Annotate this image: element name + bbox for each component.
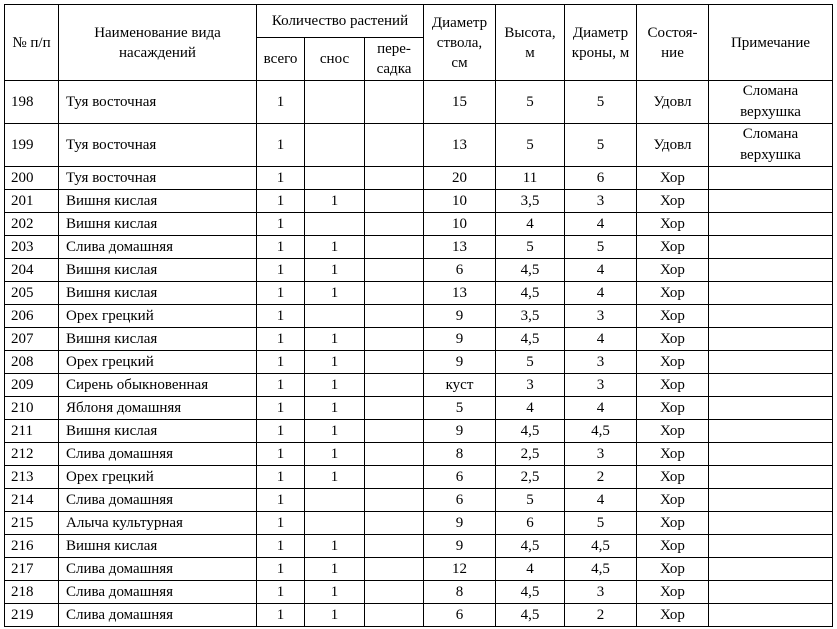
cell-note bbox=[709, 213, 833, 236]
cell-height: 3 bbox=[496, 374, 565, 397]
cell-num: 217 bbox=[5, 558, 59, 581]
header-note: Примечание bbox=[709, 5, 833, 81]
cell-height: 3,5 bbox=[496, 190, 565, 213]
cell-note bbox=[709, 374, 833, 397]
cell-transplant bbox=[365, 259, 424, 282]
table-row bbox=[5, 305, 833, 328]
cell-trunk-diameter: 13 bbox=[424, 282, 496, 305]
cell-transplant bbox=[365, 167, 424, 190]
cell-transplant bbox=[365, 213, 424, 236]
cell-transplant bbox=[365, 397, 424, 420]
cell-trunk-diameter: 9 bbox=[424, 420, 496, 443]
cell-trunk-diameter: 10 bbox=[424, 190, 496, 213]
table-row bbox=[5, 190, 833, 213]
table-row bbox=[5, 282, 833, 305]
cell-state: Хор bbox=[637, 489, 709, 512]
cell-total: 1 bbox=[257, 604, 305, 627]
table-row bbox=[5, 420, 833, 443]
table-row bbox=[5, 81, 833, 124]
cell-num: 212 bbox=[5, 443, 59, 466]
cell-transplant bbox=[365, 282, 424, 305]
cell-name: Алыча культурная bbox=[59, 512, 257, 535]
cell-total: 1 bbox=[257, 282, 305, 305]
cell-crown-diameter: 3 bbox=[565, 443, 637, 466]
cell-total: 1 bbox=[257, 213, 305, 236]
cell-name: Вишня кислая bbox=[59, 535, 257, 558]
cell-total: 1 bbox=[257, 397, 305, 420]
cell-crown-diameter: 5 bbox=[565, 124, 637, 167]
cell-transplant bbox=[365, 581, 424, 604]
cell-name: Слива домашняя bbox=[59, 581, 257, 604]
cell-trunk-diameter: 6 bbox=[424, 604, 496, 627]
cell-height: 4 bbox=[496, 558, 565, 581]
cell-trunk-diameter: 9 bbox=[424, 305, 496, 328]
cell-state: Хор bbox=[637, 535, 709, 558]
cell-num: 203 bbox=[5, 236, 59, 259]
cell-height: 6 bbox=[496, 512, 565, 535]
cell-removal: 1 bbox=[305, 581, 365, 604]
table-row bbox=[5, 581, 833, 604]
header-removal: снос bbox=[305, 38, 365, 81]
cell-trunk-diameter: 12 bbox=[424, 558, 496, 581]
cell-state: Хор bbox=[637, 558, 709, 581]
cell-removal bbox=[305, 305, 365, 328]
cell-trunk-diameter: 8 bbox=[424, 443, 496, 466]
cell-trunk-diameter: 9 bbox=[424, 351, 496, 374]
cell-trunk-diameter: куст bbox=[424, 374, 496, 397]
cell-trunk-diameter: 6 bbox=[424, 259, 496, 282]
cell-name: Вишня кислая bbox=[59, 420, 257, 443]
cell-trunk-diameter: 13 bbox=[424, 124, 496, 167]
cell-name: Вишня кислая bbox=[59, 190, 257, 213]
cell-state: Удовл bbox=[637, 124, 709, 167]
cell-total: 1 bbox=[257, 512, 305, 535]
cell-trunk-diameter: 6 bbox=[424, 466, 496, 489]
cell-name: Туя восточная bbox=[59, 124, 257, 167]
cell-name: Туя восточная bbox=[59, 167, 257, 190]
table-row bbox=[5, 259, 833, 282]
cell-total: 1 bbox=[257, 328, 305, 351]
cell-state: Хор bbox=[637, 374, 709, 397]
cell-removal bbox=[305, 489, 365, 512]
cell-transplant bbox=[365, 236, 424, 259]
cell-crown-diameter: 2 bbox=[565, 604, 637, 627]
table-row bbox=[5, 213, 833, 236]
table-row bbox=[5, 489, 833, 512]
cell-name: Вишня кислая bbox=[59, 213, 257, 236]
cell-name: Слива домашняя bbox=[59, 489, 257, 512]
cell-state: Хор bbox=[637, 328, 709, 351]
cell-trunk-diameter: 9 bbox=[424, 512, 496, 535]
cell-name: Орех грецкий bbox=[59, 305, 257, 328]
cell-num: 204 bbox=[5, 259, 59, 282]
cell-note bbox=[709, 259, 833, 282]
cell-total: 1 bbox=[257, 190, 305, 213]
cell-trunk-diameter: 15 bbox=[424, 81, 496, 124]
cell-transplant bbox=[365, 81, 424, 124]
cell-crown-diameter: 4 bbox=[565, 397, 637, 420]
header-row-1 bbox=[5, 5, 833, 38]
table-row bbox=[5, 236, 833, 259]
cell-height: 2,5 bbox=[496, 443, 565, 466]
cell-note bbox=[709, 443, 833, 466]
cell-num: 216 bbox=[5, 535, 59, 558]
cell-num: 208 bbox=[5, 351, 59, 374]
cell-crown-diameter: 3 bbox=[565, 374, 637, 397]
cell-state: Хор bbox=[637, 259, 709, 282]
cell-name: Вишня кислая bbox=[59, 259, 257, 282]
table-row bbox=[5, 466, 833, 489]
cell-state: Хор bbox=[637, 167, 709, 190]
cell-num: 202 bbox=[5, 213, 59, 236]
cell-num: 215 bbox=[5, 512, 59, 535]
cell-removal: 1 bbox=[305, 259, 365, 282]
cell-removal: 1 bbox=[305, 397, 365, 420]
cell-note bbox=[709, 282, 833, 305]
cell-total: 1 bbox=[257, 581, 305, 604]
cell-crown-diameter: 5 bbox=[565, 512, 637, 535]
table-row bbox=[5, 604, 833, 627]
cell-name: Туя восточная bbox=[59, 81, 257, 124]
cell-num: 199 bbox=[5, 124, 59, 167]
cell-removal: 1 bbox=[305, 443, 365, 466]
table-row bbox=[5, 443, 833, 466]
cell-trunk-diameter: 6 bbox=[424, 489, 496, 512]
header-total: всего bbox=[257, 38, 305, 81]
cell-transplant bbox=[365, 305, 424, 328]
cell-transplant bbox=[365, 535, 424, 558]
cell-removal bbox=[305, 81, 365, 124]
cell-total: 1 bbox=[257, 236, 305, 259]
cell-total: 1 bbox=[257, 420, 305, 443]
cell-note bbox=[709, 305, 833, 328]
cell-name: Вишня кислая bbox=[59, 328, 257, 351]
cell-height: 5 bbox=[496, 124, 565, 167]
cell-trunk-diameter: 5 bbox=[424, 397, 496, 420]
cell-total: 1 bbox=[257, 124, 305, 167]
cell-transplant bbox=[365, 512, 424, 535]
cell-trunk-diameter: 13 bbox=[424, 236, 496, 259]
cell-height: 3,5 bbox=[496, 305, 565, 328]
cell-state: Удовл bbox=[637, 81, 709, 124]
cell-num: 210 bbox=[5, 397, 59, 420]
cell-state: Хор bbox=[637, 512, 709, 535]
cell-transplant bbox=[365, 374, 424, 397]
cell-total: 1 bbox=[257, 305, 305, 328]
cell-transplant bbox=[365, 604, 424, 627]
cell-removal bbox=[305, 512, 365, 535]
cell-note bbox=[709, 604, 833, 627]
cell-transplant bbox=[365, 443, 424, 466]
cell-crown-diameter: 4 bbox=[565, 213, 637, 236]
cell-state: Хор bbox=[637, 236, 709, 259]
cell-crown-diameter: 3 bbox=[565, 305, 637, 328]
header-count-group: Количество растений bbox=[257, 5, 424, 38]
cell-trunk-diameter: 8 bbox=[424, 581, 496, 604]
cell-num: 213 bbox=[5, 466, 59, 489]
cell-total: 1 bbox=[257, 535, 305, 558]
table-row bbox=[5, 512, 833, 535]
cell-num: 200 bbox=[5, 167, 59, 190]
cell-state: Хор bbox=[637, 213, 709, 236]
cell-state: Хор bbox=[637, 282, 709, 305]
cell-num: 201 bbox=[5, 190, 59, 213]
cell-state: Хор bbox=[637, 420, 709, 443]
cell-crown-diameter: 4 bbox=[565, 328, 637, 351]
cell-trunk-diameter: 9 bbox=[424, 535, 496, 558]
cell-state: Хор bbox=[637, 604, 709, 627]
cell-removal bbox=[305, 213, 365, 236]
plantings-table bbox=[4, 4, 833, 627]
cell-removal bbox=[305, 167, 365, 190]
cell-name: Яблоня домашняя bbox=[59, 397, 257, 420]
cell-note bbox=[709, 489, 833, 512]
cell-removal bbox=[305, 124, 365, 167]
cell-num: 198 bbox=[5, 81, 59, 124]
cell-num: 205 bbox=[5, 282, 59, 305]
cell-transplant bbox=[365, 489, 424, 512]
cell-note bbox=[709, 190, 833, 213]
cell-note: Сломана верхушка bbox=[709, 124, 833, 167]
cell-crown-diameter: 2 bbox=[565, 466, 637, 489]
cell-height: 4,5 bbox=[496, 259, 565, 282]
cell-total: 1 bbox=[257, 466, 305, 489]
cell-total: 1 bbox=[257, 167, 305, 190]
cell-num: 207 bbox=[5, 328, 59, 351]
cell-crown-diameter: 6 bbox=[565, 167, 637, 190]
cell-total: 1 bbox=[257, 259, 305, 282]
cell-height: 5 bbox=[496, 351, 565, 374]
cell-name: Вишня кислая bbox=[59, 282, 257, 305]
cell-transplant bbox=[365, 420, 424, 443]
cell-removal: 1 bbox=[305, 535, 365, 558]
table-row bbox=[5, 558, 833, 581]
cell-crown-diameter: 4 bbox=[565, 489, 637, 512]
cell-trunk-diameter: 20 bbox=[424, 167, 496, 190]
cell-height: 4,5 bbox=[496, 604, 565, 627]
cell-name: Слива домашняя bbox=[59, 604, 257, 627]
cell-crown-diameter: 4,5 bbox=[565, 535, 637, 558]
cell-note bbox=[709, 397, 833, 420]
cell-transplant bbox=[365, 328, 424, 351]
table-row bbox=[5, 167, 833, 190]
cell-name: Сирень обыкновенная bbox=[59, 374, 257, 397]
cell-transplant bbox=[365, 466, 424, 489]
cell-removal: 1 bbox=[305, 351, 365, 374]
cell-name: Орех грецкий bbox=[59, 466, 257, 489]
cell-crown-diameter: 5 bbox=[565, 236, 637, 259]
header-num: № п/п bbox=[5, 5, 59, 81]
cell-note bbox=[709, 351, 833, 374]
cell-note bbox=[709, 466, 833, 489]
cell-crown-diameter: 3 bbox=[565, 351, 637, 374]
cell-total: 1 bbox=[257, 558, 305, 581]
cell-removal: 1 bbox=[305, 328, 365, 351]
cell-state: Хор bbox=[637, 397, 709, 420]
header-transplant: пере-садка bbox=[365, 38, 424, 81]
cell-num: 219 bbox=[5, 604, 59, 627]
cell-total: 1 bbox=[257, 351, 305, 374]
cell-height: 2,5 bbox=[496, 466, 565, 489]
table-row bbox=[5, 374, 833, 397]
header-state: Состоя-ние bbox=[637, 5, 709, 81]
table-row bbox=[5, 124, 833, 167]
cell-note bbox=[709, 581, 833, 604]
header-name: Наименование вида насаждений bbox=[59, 5, 257, 81]
cell-num: 209 bbox=[5, 374, 59, 397]
cell-note bbox=[709, 328, 833, 351]
cell-crown-diameter: 4,5 bbox=[565, 420, 637, 443]
cell-height: 4 bbox=[496, 213, 565, 236]
cell-removal: 1 bbox=[305, 558, 365, 581]
cell-state: Хор bbox=[637, 190, 709, 213]
cell-transplant bbox=[365, 558, 424, 581]
cell-crown-diameter: 4 bbox=[565, 259, 637, 282]
cell-transplant bbox=[365, 351, 424, 374]
cell-note bbox=[709, 167, 833, 190]
cell-crown-diameter: 4,5 bbox=[565, 558, 637, 581]
cell-state: Хор bbox=[637, 351, 709, 374]
cell-state: Хор bbox=[637, 466, 709, 489]
cell-height: 4,5 bbox=[496, 328, 565, 351]
cell-height: 4,5 bbox=[496, 282, 565, 305]
header-height: Высота, м bbox=[496, 5, 565, 81]
cell-trunk-diameter: 9 bbox=[424, 328, 496, 351]
cell-transplant bbox=[365, 190, 424, 213]
cell-crown-diameter: 3 bbox=[565, 581, 637, 604]
cell-removal: 1 bbox=[305, 282, 365, 305]
cell-note bbox=[709, 558, 833, 581]
cell-height: 4,5 bbox=[496, 420, 565, 443]
cell-name: Слива домашняя bbox=[59, 236, 257, 259]
cell-removal: 1 bbox=[305, 236, 365, 259]
cell-removal: 1 bbox=[305, 190, 365, 213]
cell-removal: 1 bbox=[305, 374, 365, 397]
cell-height: 5 bbox=[496, 489, 565, 512]
cell-note bbox=[709, 420, 833, 443]
cell-name: Слива домашняя bbox=[59, 558, 257, 581]
cell-total: 1 bbox=[257, 81, 305, 124]
table-row bbox=[5, 351, 833, 374]
cell-height: 4,5 bbox=[496, 581, 565, 604]
cell-crown-diameter: 4 bbox=[565, 282, 637, 305]
cell-note bbox=[709, 535, 833, 558]
cell-height: 5 bbox=[496, 81, 565, 124]
table-row bbox=[5, 397, 833, 420]
cell-height: 4 bbox=[496, 397, 565, 420]
cell-crown-diameter: 3 bbox=[565, 190, 637, 213]
cell-removal: 1 bbox=[305, 604, 365, 627]
cell-note bbox=[709, 512, 833, 535]
table-row bbox=[5, 535, 833, 558]
cell-total: 1 bbox=[257, 443, 305, 466]
header-crown-diameter: Диаметр кроны, м bbox=[565, 5, 637, 81]
cell-note bbox=[709, 236, 833, 259]
table-row bbox=[5, 328, 833, 351]
cell-state: Хор bbox=[637, 581, 709, 604]
cell-removal: 1 bbox=[305, 466, 365, 489]
cell-note: Сломана верхушка bbox=[709, 81, 833, 124]
cell-num: 218 bbox=[5, 581, 59, 604]
cell-removal: 1 bbox=[305, 420, 365, 443]
cell-total: 1 bbox=[257, 374, 305, 397]
cell-crown-diameter: 5 bbox=[565, 81, 637, 124]
cell-num: 211 bbox=[5, 420, 59, 443]
cell-name: Слива домашняя bbox=[59, 443, 257, 466]
cell-total: 1 bbox=[257, 489, 305, 512]
table-body bbox=[5, 81, 833, 627]
cell-height: 5 bbox=[496, 236, 565, 259]
cell-transplant bbox=[365, 124, 424, 167]
header-trunk-diameter: Диаметр ствола, см bbox=[424, 5, 496, 81]
cell-height: 11 bbox=[496, 167, 565, 190]
cell-state: Хор bbox=[637, 305, 709, 328]
cell-state: Хор bbox=[637, 443, 709, 466]
cell-height: 4,5 bbox=[496, 535, 565, 558]
cell-name: Орех грецкий bbox=[59, 351, 257, 374]
cell-trunk-diameter: 10 bbox=[424, 213, 496, 236]
cell-num: 206 bbox=[5, 305, 59, 328]
cell-num: 214 bbox=[5, 489, 59, 512]
